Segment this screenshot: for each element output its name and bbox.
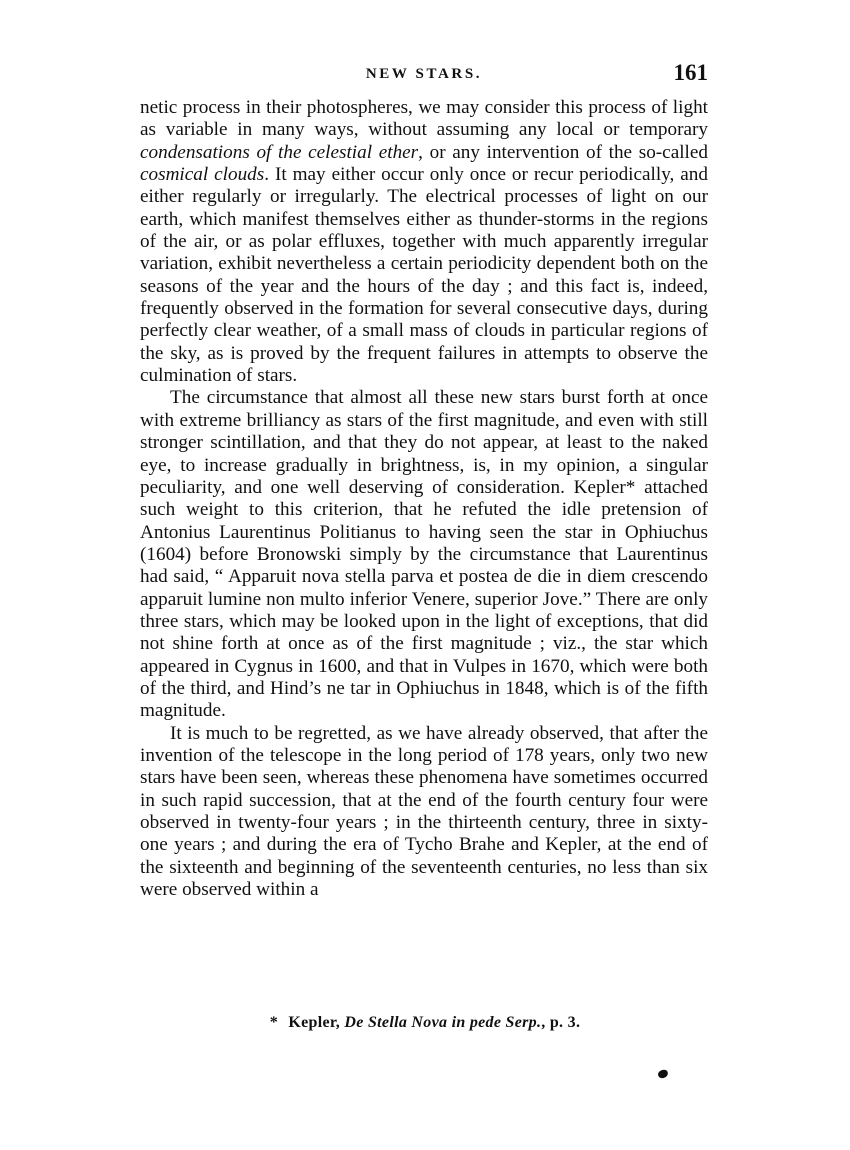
text-run: netic process in their photospheres, we may consider this process of light as variable in many ways, without assuming any local or temporary [140,97,708,141]
footnote-mark: * [269,1014,279,1031]
paragraph [140,387,708,722]
footnote-author: Kepler, [288,1014,341,1031]
paragraph [140,97,708,387]
footnote-rest: , p. 3. [541,1014,581,1031]
footnote-work: De Stella Nova in pede Serp. [344,1014,542,1031]
italic-phrase: condensations of the celestial ether [140,141,419,163]
ink-blot-icon [657,1069,669,1080]
text-run: . It may either occur only once or recur periodically, and either regularly or irregularly. The electrical processes of light on our earth, which manifest themselves either as thunder-storms in the regions of the air, or as polar effluxes, together with much apparently irregular variation, exhibit nevertheless a certain periodicity dependent both on the seasons of the year and the hours of the day ; and this fact is, indeed, frequently observed in the formation for several consecutive days, during perfectly clear weather, of a small mass of clouds in particular regions of the sky, as is proved by the frequent failures in attempts to observe the culmination of stars. [140,164,708,387]
body-text [140,97,708,901]
book-page [140,58,708,901]
paragraph [140,723,708,902]
page-number: 161 [673,60,708,85]
running-head [140,58,708,92]
text-run: , or any intervention of the so-called [418,141,708,163]
italic-phrase: cosmical clouds [140,164,265,186]
text-run: It is much to be regretted, as we have already observed, that after the invention of the telescope in the long period of 178 years, only two new stars have been seen, whereas these phenomena have sometimes occurred in such rapid succession, that at the end of the fourth century four were observed in twenty-four years ; in the thirteenth century, three in sixty-one years ; and during the era of Tycho Brahe and Kepler, at the end of the sixteenth and beginning of the seventeenth centuries, no less than six were observed within a [140,722,708,901]
footnote [0,1014,850,1032]
running-title: NEW STARS. [365,66,483,82]
text-run: The circumstance that almost all these new stars burst forth at once with extreme brilliancy as stars of the first magnitude, and even with still stronger scintillation, and that they do not appear, at least to the naked eye, to increase gradually in brightness, is, in my opinion, a singular peculiarity, and one well deserving of consideration. Kepler* attached such weight to this criterion, that he refuted the idle pretension of Antonius Laurentinus Politianus to having seen the star in Ophiuchus (1604) before Bronowski simply by the circumstance that Laurentinus had said, “ Apparuit nova stella parva et postea de die in diem crescendo apparuit lumine non multo inferior Venere, superior Jove.” There are only three stars, which may be looked upon in the light of exceptions, that did not shine forth at once as of the first magnitude ; viz., the star which appeared in Cygnus in 1600, and that in Vulpes in 1670, which were both of the third, and Hind’s ne tar in Ophiuchus in 1848, which is of the fifth magnitude. [140,387,708,722]
